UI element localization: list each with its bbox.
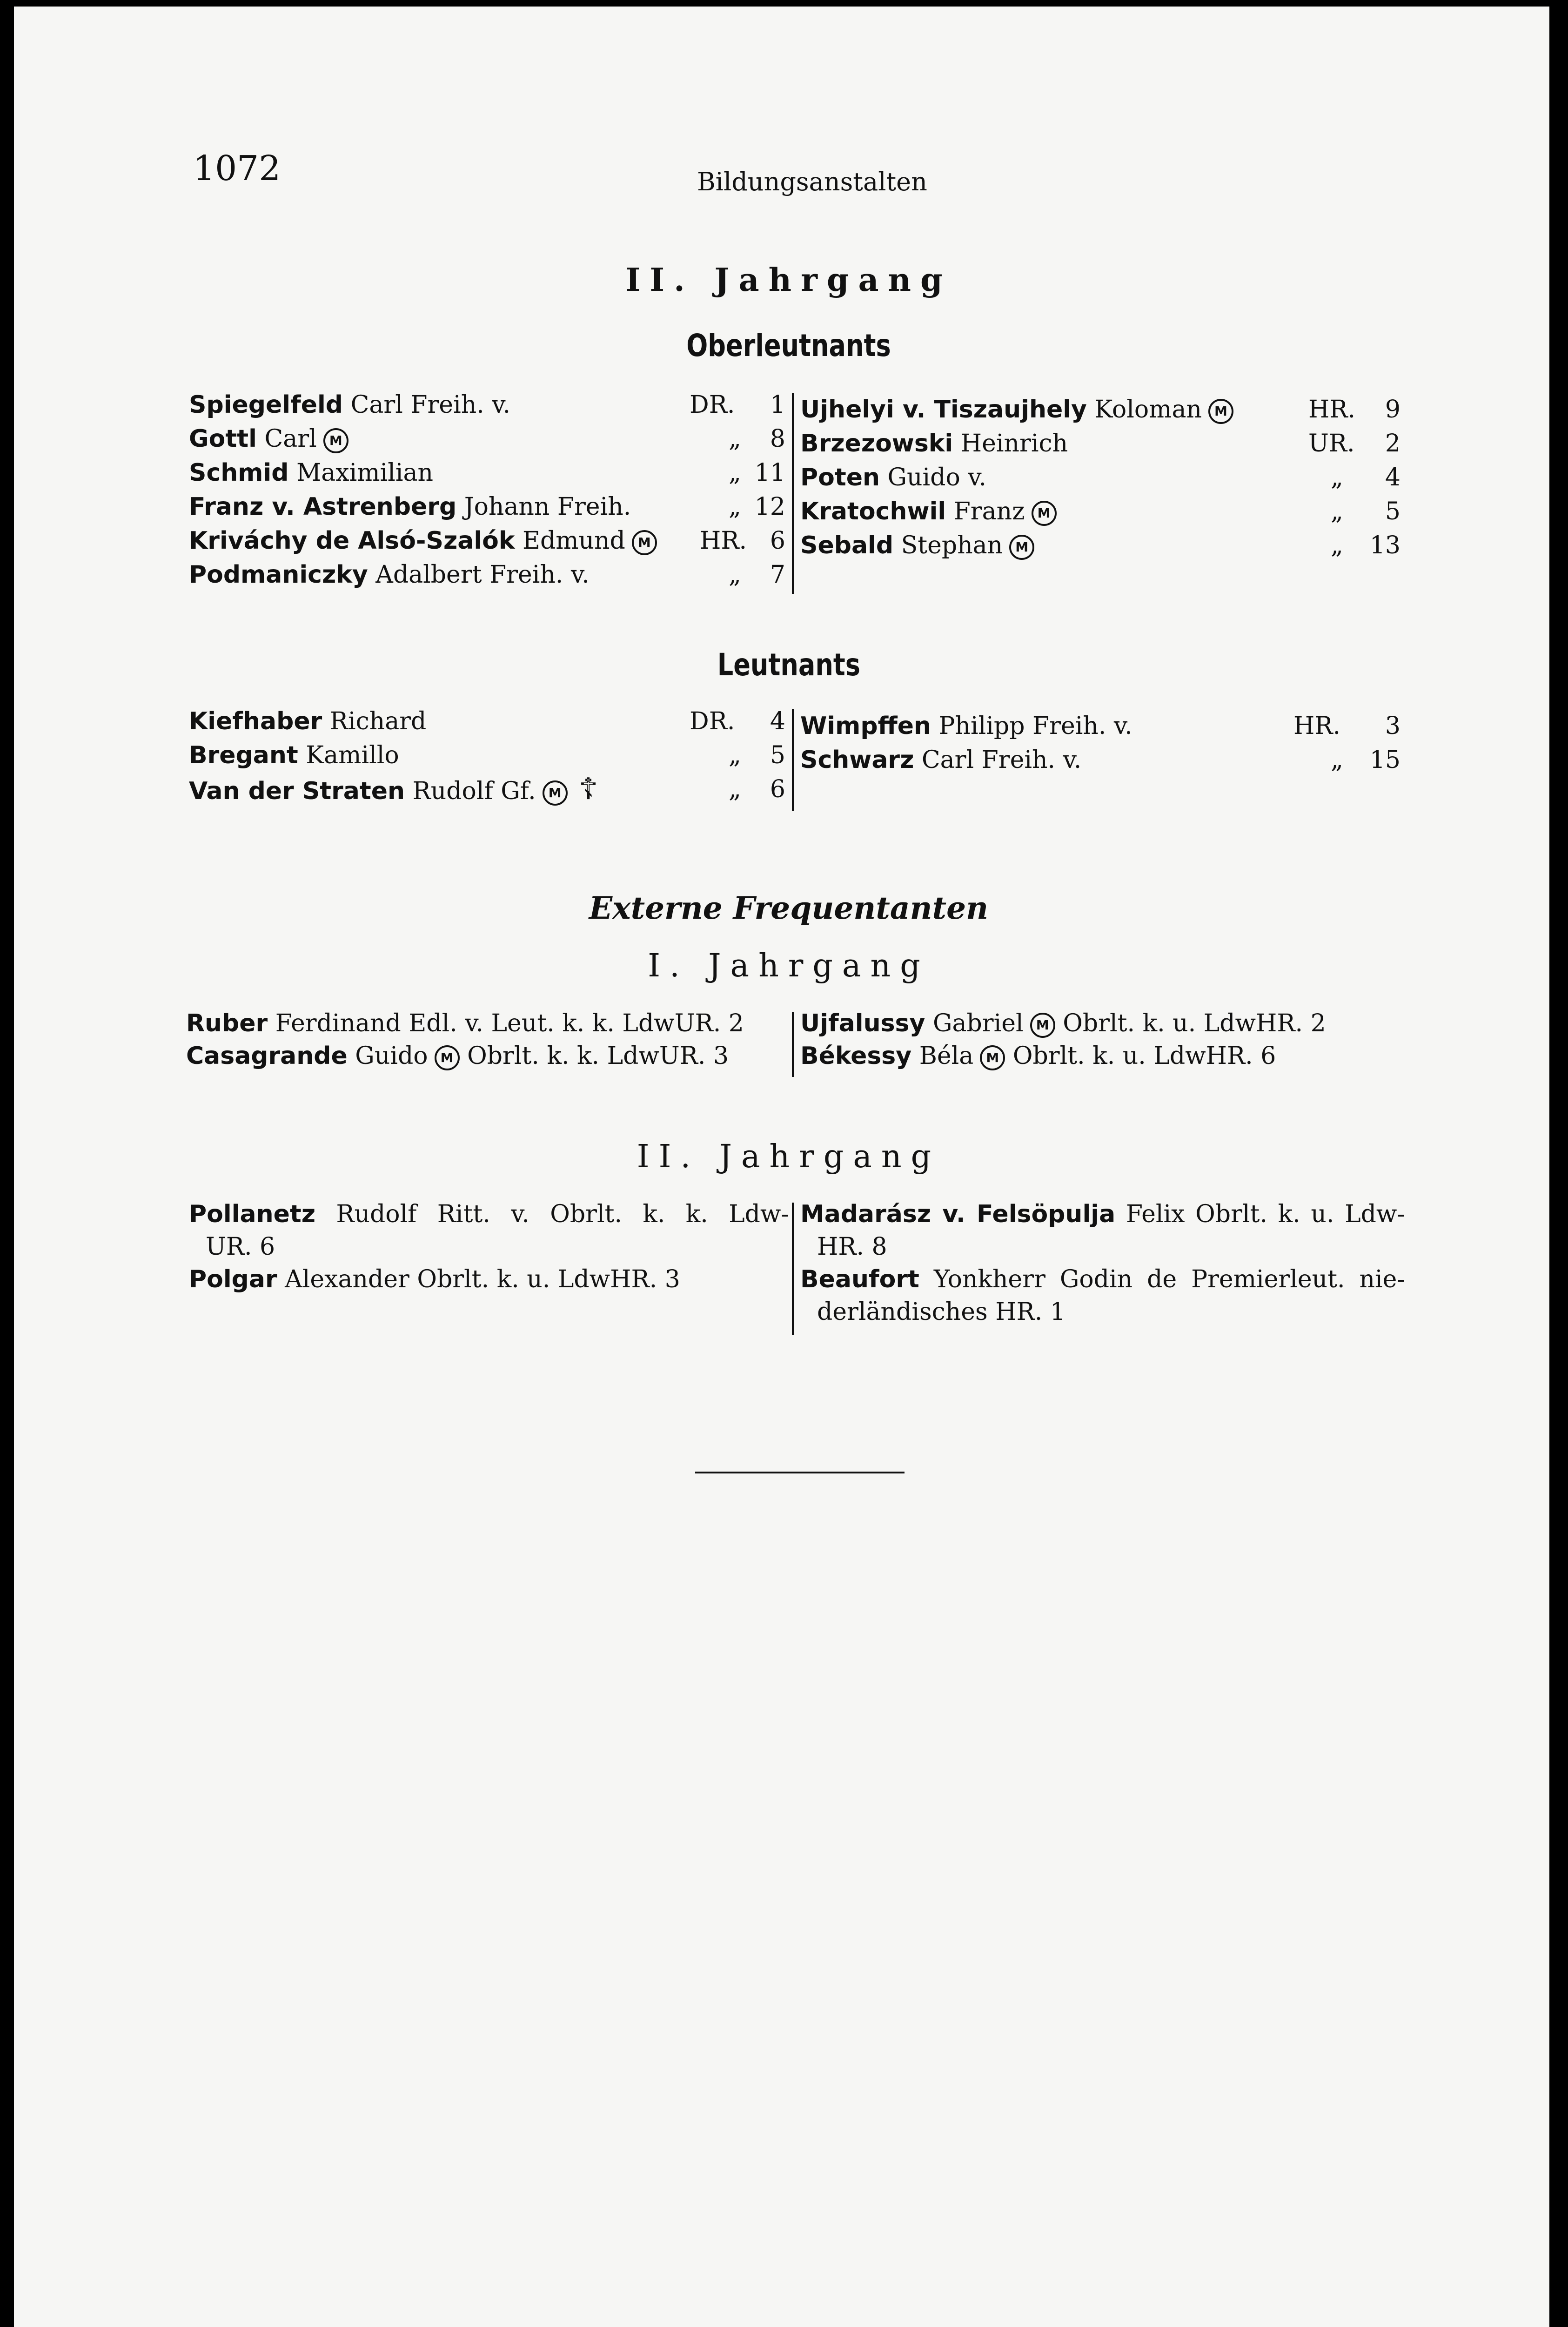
- given-name: Carl Freih. v.: [350, 391, 510, 419]
- surname: Schwarz: [800, 746, 914, 774]
- leutnants-heading-wrap: [14, 647, 1563, 683]
- surname: Pollanetz: [189, 1200, 315, 1228]
- entry-details: Obrlt. k. u. LdwHR. 2: [1063, 1009, 1326, 1037]
- unit-number: 15: [1369, 746, 1400, 774]
- rank-heading-oberleutnants: Oberleutnants: [686, 328, 891, 363]
- given-name: Maximilian: [296, 459, 433, 487]
- surname: Bregant: [189, 741, 298, 769]
- ditto-mark: „: [729, 493, 741, 521]
- entry-details: Alexander Obrlt. k. u. LdwHR. 3: [285, 1265, 680, 1293]
- given-name: Edmund: [522, 527, 625, 555]
- section-title-externe: Externe Frequentanten: [589, 890, 989, 926]
- list-item: [800, 743, 1410, 777]
- surname: Kratochwil: [800, 498, 946, 525]
- given-name: Carl: [264, 425, 317, 453]
- given-name: Stephan: [901, 531, 1003, 559]
- list-item: [800, 427, 1410, 461]
- unit-abbrev: DR.: [690, 707, 735, 735]
- unit-abbrev: UR.: [1308, 430, 1355, 457]
- list-item: [800, 461, 1410, 495]
- entry-details: Felix Obrlt. k. u. Ldw-: [1126, 1200, 1405, 1228]
- given-name: Rudolf Gf.: [412, 777, 536, 805]
- surname: Gottl: [189, 425, 257, 453]
- list-item: [800, 1007, 1410, 1040]
- surname: Kiefhaber: [189, 707, 322, 735]
- given-name: Richard: [329, 707, 427, 735]
- given-name: Philipp Freih. v.: [938, 712, 1132, 740]
- given-name: Guido: [355, 1042, 428, 1070]
- ditto-mark: „: [1331, 746, 1343, 774]
- medal-m-icon: M: [1032, 501, 1057, 526]
- surname: Brzezowski: [800, 430, 953, 457]
- surname: Békessy: [800, 1042, 912, 1070]
- list-item: [189, 1198, 789, 1231]
- ditto-mark: „: [729, 775, 741, 803]
- column-divider: [792, 393, 794, 594]
- given-name: Kamillo: [306, 741, 399, 769]
- list-item: [189, 388, 791, 422]
- given-name: Heinrich: [960, 430, 1068, 457]
- list-item: [189, 558, 791, 592]
- entry-details: Obrlt. k. k. LdwUR. 3: [467, 1042, 729, 1070]
- unit-number: 12: [754, 493, 785, 521]
- unit-number: 2: [1385, 430, 1400, 457]
- unit-abbrev: HR.: [1293, 712, 1341, 740]
- running-title: Bildungsanstalten: [697, 167, 927, 196]
- list-item: [189, 456, 791, 490]
- ditto-mark: „: [1331, 464, 1343, 491]
- leutnants-left-column: [189, 705, 791, 807]
- section-title-jahrgang-1: I. Jahrgang: [648, 948, 930, 984]
- surname: Madarász v. Felsöpulja: [800, 1200, 1116, 1228]
- surname: Wimpffen: [800, 712, 931, 740]
- entry-details: Obrlt. k. u. LdwHR. 6: [1012, 1042, 1276, 1070]
- list-item: [186, 1040, 786, 1072]
- unit-number: 6: [770, 775, 785, 803]
- externe-j2-right-column: [800, 1198, 1405, 1328]
- surname: Ujhelyi v. Tiszaujhely: [800, 396, 1087, 424]
- given-name: Béla: [919, 1042, 974, 1070]
- unit-number: 8: [770, 425, 785, 453]
- surname: Schmid: [189, 459, 289, 487]
- surname: Kriváchy de Alsó-Szalók: [189, 527, 515, 555]
- medal-m-icon: M: [980, 1045, 1005, 1070]
- unit-number: 11: [754, 459, 785, 487]
- list-item: [189, 773, 791, 807]
- list-item: [800, 495, 1410, 529]
- medal-m-icon: M: [1030, 1013, 1055, 1038]
- list-item: [189, 422, 791, 456]
- medal-m-icon: M: [543, 780, 568, 806]
- list-item: [800, 529, 1410, 563]
- leutnants-right-column: [800, 709, 1410, 777]
- entry-details-continued: derländisches HR. 1: [817, 1298, 1065, 1326]
- surname: Poten: [800, 464, 880, 491]
- ditto-mark: „: [729, 561, 741, 589]
- unit-abbrev: DR.: [690, 391, 735, 419]
- unit-number: 5: [770, 741, 785, 769]
- surname: Franz v. Astrenberg: [189, 493, 457, 521]
- unit-abbrev: HR.: [1308, 396, 1356, 424]
- oberleutnants-left-column: [189, 388, 791, 592]
- list-item: [800, 1040, 1410, 1072]
- ditto-mark: „: [1331, 531, 1343, 559]
- given-name: Koloman: [1094, 396, 1202, 424]
- list-item: [800, 1198, 1405, 1231]
- list-item: [189, 705, 791, 739]
- given-name: Adalbert Freih. v.: [375, 561, 590, 589]
- surname: Podmaniczky: [189, 561, 368, 589]
- rank-heading-leutnants: Leutnants: [717, 647, 860, 683]
- page-number: 1072: [193, 148, 281, 188]
- section-title-externe-jahrgang-2: II. Jahrgang: [637, 1138, 941, 1175]
- surname: Sebald: [800, 531, 894, 559]
- unit-number: 6: [770, 527, 785, 555]
- list-item: [189, 524, 791, 558]
- surname: Van der Straten: [189, 777, 405, 805]
- externe-j2-left-column: [189, 1198, 789, 1296]
- oberleutnants-heading-wrap: [14, 328, 1563, 363]
- entry-details-continued: HR. 8: [817, 1233, 887, 1261]
- column-divider: [792, 709, 794, 811]
- unit-number: 7: [770, 561, 785, 589]
- given-name: Guido v.: [887, 464, 987, 491]
- ditto-mark: „: [1331, 498, 1343, 525]
- surname: Polgar: [189, 1265, 277, 1293]
- ditto-mark: „: [729, 425, 741, 453]
- surname: Beaufort: [800, 1265, 919, 1293]
- entry-details: Yonkherr Godin de Premierleut. nie-: [933, 1265, 1406, 1293]
- list-item: [189, 1263, 789, 1296]
- end-rule: [695, 1472, 905, 1473]
- medal-m-icon: M: [323, 428, 348, 453]
- entry-details-continued: UR. 6: [206, 1233, 275, 1261]
- surname: Ruber: [186, 1009, 268, 1037]
- list-item: [189, 490, 791, 524]
- medal-m-icon: M: [632, 530, 657, 555]
- ditto-mark: „: [729, 741, 741, 769]
- column-divider: [792, 1012, 794, 1077]
- given-name: Carl Freih. v.: [921, 746, 1082, 774]
- medal-m-icon: M: [1009, 535, 1034, 560]
- oberleutnants-right-column: [800, 393, 1410, 563]
- given-name: Johann Freih.: [464, 493, 631, 521]
- unit-number: 4: [770, 707, 785, 735]
- column-divider: [792, 1203, 794, 1335]
- list-item: [800, 393, 1410, 427]
- unit-number: 1: [770, 391, 785, 419]
- externe-j1-left-column: [186, 1007, 786, 1072]
- entry-details: Ferdinand Edl. v. Leut. k. k. LdwUR. 2: [275, 1009, 744, 1037]
- surname: Spiegelfeld: [189, 391, 343, 419]
- surname: Ujfalussy: [800, 1009, 925, 1037]
- section-title-jahrgang-2: II. Jahrgang: [625, 262, 952, 299]
- unit-abbrev: HR.: [700, 527, 747, 555]
- unit-number: 13: [1369, 531, 1400, 559]
- list-item: [189, 739, 791, 773]
- externe-j1-right-column: [800, 1007, 1410, 1072]
- unit-number: 3: [1385, 712, 1400, 740]
- book-page: [14, 7, 1549, 2327]
- medal-m-icon: M: [1208, 399, 1233, 424]
- ditto-mark: „: [729, 459, 741, 487]
- unit-number: 5: [1385, 498, 1400, 525]
- list-item: [186, 1007, 786, 1040]
- unit-number: 9: [1385, 396, 1400, 424]
- list-item: [800, 1263, 1405, 1296]
- list-item: [800, 709, 1410, 743]
- given-name: Gabriel: [932, 1009, 1024, 1037]
- unit-number: 4: [1385, 464, 1400, 491]
- entry-details: Rudolf Ritt. v. Obrlt. k. k. Ldw-: [336, 1200, 789, 1228]
- given-name: Franz: [953, 498, 1025, 525]
- cross-icon: ☦: [578, 772, 598, 807]
- medal-m-icon: M: [435, 1045, 460, 1070]
- surname: Casagrande: [186, 1042, 348, 1070]
